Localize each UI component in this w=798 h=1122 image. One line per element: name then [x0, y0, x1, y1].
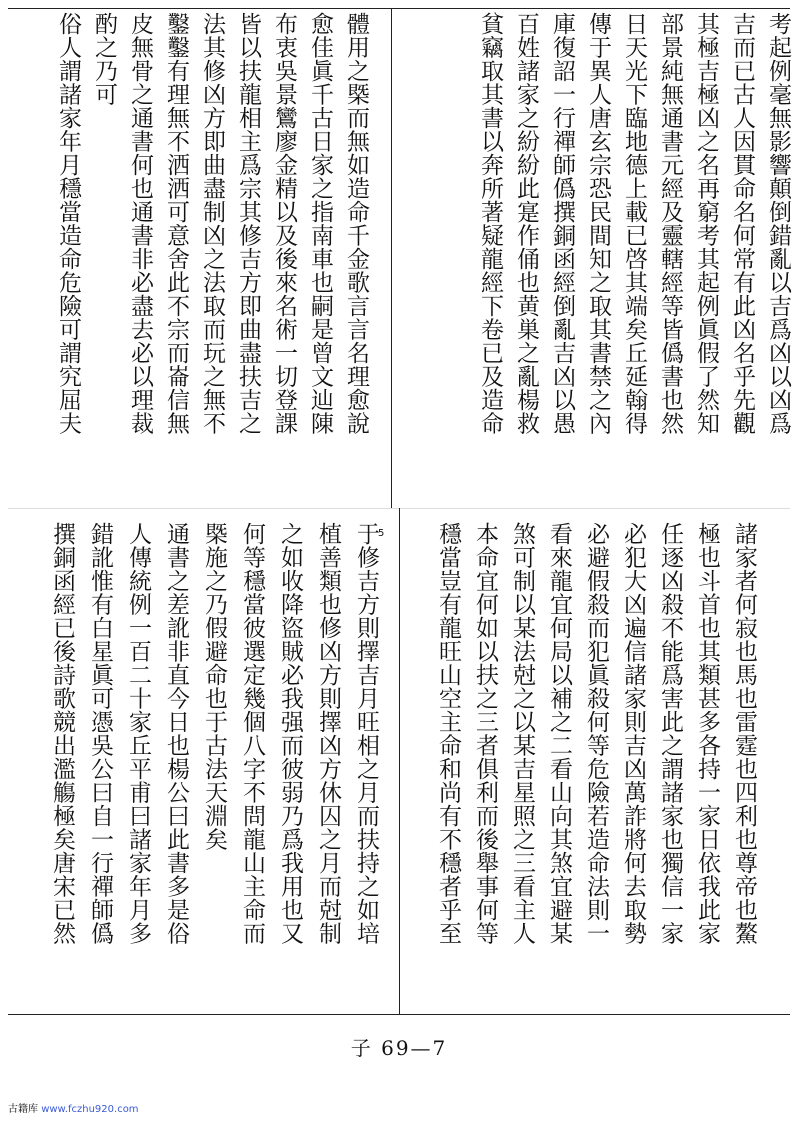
text-block-top-right-columns [404, 12, 791, 500]
column-4: 何等穩當彼選定幾個八字不問龍山主命而 [239, 522, 265, 945]
column-6: 看來龍宜何局以補之二看山向其煞宜避某 [546, 522, 572, 945]
column-3: 布衷吳景鸞廖金精以及後來名術一切登課 [271, 12, 297, 435]
column-7: 皮無骨之通書何也通書非必盡去必以理裁 [127, 12, 153, 435]
column-3: 其極吉極凶之名再窮考其起例眞假了然知 [693, 12, 719, 435]
column-9: 貧竊取其書以奔所著疑龍經下卷已及造命 [477, 12, 503, 435]
watermark-url[interactable]: www.fczhu920.com [41, 1104, 139, 1115]
column-5: 日天光下臨地德上載已啓其端矣丘延翰得 [621, 12, 647, 435]
column-4: 部景純無通書元經及靈轄經等皆僞書也然 [657, 12, 683, 435]
column-5: 必避假殺而犯眞殺何等危險若造命法則一 [583, 522, 609, 945]
column-1: 考起例毫無影響顛倒錯亂以吉爲凶以凶爲 [765, 12, 791, 435]
column-2: 植善類也修凶方則擇凶方休囚之月而尅制 [315, 522, 341, 945]
column-6: 通書之差訛非直今日也楊公曰此書多是俗 [163, 522, 189, 945]
watermark-label: 古籍库 [8, 1104, 38, 1115]
column-7: 庫復詔一行禪師僞撰銅函經倒亂吉凶以愚 [549, 12, 575, 435]
column-1: 體用之槩而無如造命千金歌言言名理愈說 [343, 12, 369, 435]
column-8: 百姓諸家之紛紛此寔作俑也黄巣之亂楊救 [513, 12, 539, 435]
site-watermark [8, 1100, 139, 1115]
column-3: 任逐凶殺不能爲害此之謂諸家也獨信一家 [657, 522, 683, 945]
column-3: 之如收降盜賊必我强而彼弱乃爲我用也又 [277, 522, 303, 945]
column-2: 吉而已古人因貫命名何常有此凶名乎先觀 [729, 12, 755, 435]
column-8: 本命宜何如以扶之三者俱利而後舉事何等 [472, 522, 498, 945]
column-5: 法其修凶方即曲盡制凶之法取而玩之無不 [199, 12, 225, 435]
column-1: 于修吉方則擇吉月旺相之月而扶持之如培 [353, 522, 379, 945]
text-block-bottom-left [30, 522, 380, 1010]
upper-center-divider [391, 8, 392, 508]
column-9: 穩當豈有龍旺山空主命和尚有不穩者乎至 [435, 522, 461, 945]
footnote-marker: 5 [378, 528, 385, 539]
column-6: 鑿鑿有理無不洒洒可意舍此不宗而崙信無 [163, 12, 189, 435]
page-number: 子 69—7 [350, 1036, 448, 1060]
column-8: 錯訛惟有白星眞可憑吳公曰自一行禪師僞 [87, 522, 113, 945]
lower-center-divider [399, 508, 400, 1014]
top-border-rule [8, 8, 790, 9]
column-1: 諸家者何寂也馬也雷霆也四利也尊帝也鰲 [731, 522, 757, 945]
column-4: 皆以扶龍相主爲宗其修吉方即曲盡扶吉之 [235, 12, 261, 435]
column-9: 俗人謂諸家年月穩當造命危險可謂究屈夫 [55, 12, 81, 435]
column-6: 傳于異人唐玄宗恐民間知之取其書禁之內 [585, 12, 611, 435]
column-2: 愈佳眞千古日家之指南車也嗣是曾文辿陳 [307, 12, 333, 435]
text-block-bottom-right [418, 522, 758, 1010]
column-7: 人傳統例一百二十家丘平甫曰諸家年月多 [125, 522, 151, 945]
column-4: 必犯大凶遍信諸家則吉凶萬詐將何去取勢 [620, 522, 646, 945]
column-7: 煞可制以某法尅之以某吉星照之三看主人 [509, 522, 535, 945]
column-9: 撰銅函經已後詩歌競出濫觴極矣唐宋已然 [49, 522, 75, 945]
column-5: 槩施之乃假避命也于古法天淵矣 [201, 522, 227, 851]
column-2: 極也斗首也其類甚多各持一家日依我此家 [694, 522, 720, 945]
bottom-border-rule [8, 1014, 790, 1015]
text-block-top-left [46, 12, 378, 500]
column-8: 酌之乃可 [91, 12, 117, 106]
